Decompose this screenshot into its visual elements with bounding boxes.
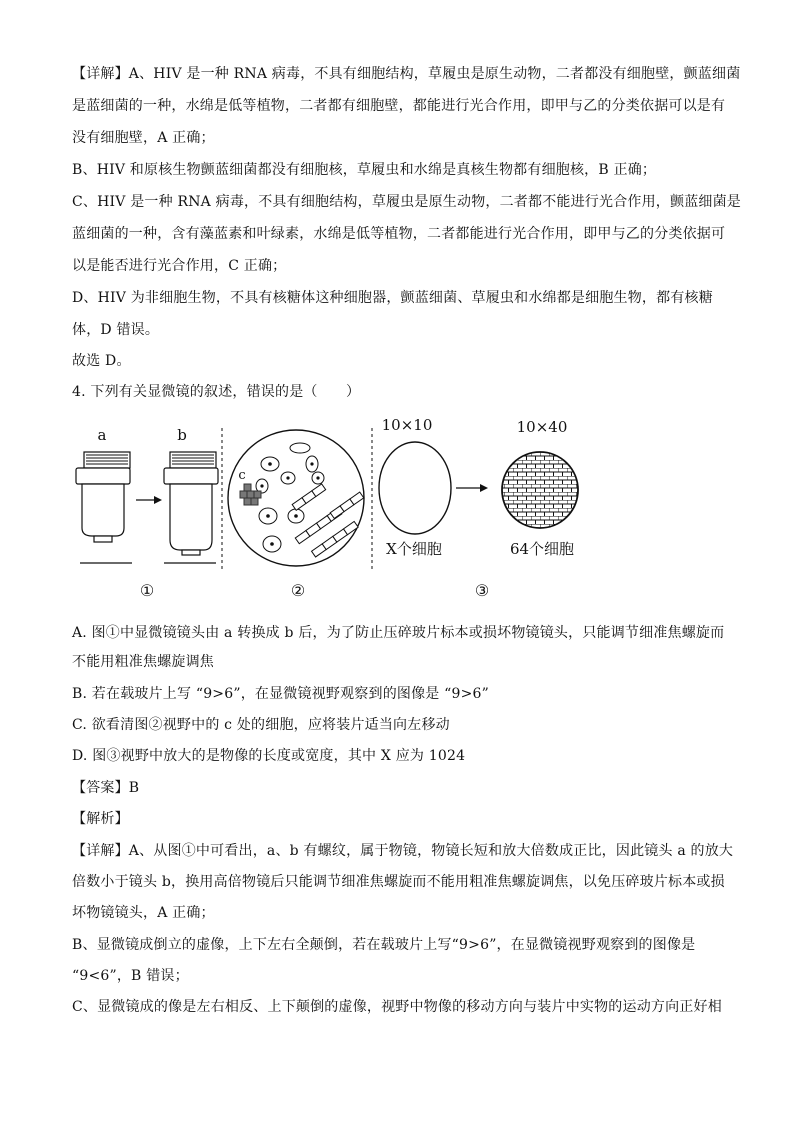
detail-line-9: 体，D 错误。 xyxy=(72,322,160,338)
low-power-field xyxy=(379,442,451,534)
detail-line-2: 是蓝细菌的一种，水绵是低等植物，二者都有细胞壁，都能进行光合作用，即甲与乙的分类依据可以是有 xyxy=(72,98,726,114)
cell-count-high: 64个细胞 xyxy=(509,540,575,558)
magnification-high: 10×40 xyxy=(516,418,568,436)
option-b: B. 若在载玻片上写 “9>6”，在显微镜视野观察到的图像是 “9>6” xyxy=(72,686,490,702)
panel-number-2: ② xyxy=(290,581,306,600)
analysis-line-5: “9<6”，B 错误； xyxy=(72,968,189,984)
analysis-line-4: B、显微镜成倒立的虚像，上下左右全颠倒，若在载玻片上写“9>6”，在显微镜视野观察到的图像是 xyxy=(72,937,696,953)
analysis-line-3: 坏物镜镜头，A 正确； xyxy=(72,905,215,921)
cell-count-low: X个细胞 xyxy=(386,540,442,558)
objective-lens-a xyxy=(76,452,130,542)
panel-number-1: ① xyxy=(139,581,155,600)
arrow-a-to-b xyxy=(136,496,162,504)
detail-line-4: B、HIV 和原核生物颤蓝细菌都没有细胞核，草履虫和水绵是真核生物都有细胞核，B 正确； xyxy=(72,162,657,178)
option-c: C. 欲看清图②视野中的 c 处的细胞，应将装片适当向左移动 xyxy=(72,717,450,733)
high-power-field xyxy=(502,452,578,528)
detail-line-1: 【详解】A、HIV 是一种 RNA 病毒，不具有细胞结构，草履虫是原生动物，二者都没有细胞壁，颤蓝细菌 xyxy=(72,66,741,82)
analysis-line-2: 倍数小于镜头 b，换用高倍物镜后只能调节细准焦螺旋而不能用粗准焦螺旋调焦，以免压碎玻片标本或损 xyxy=(72,874,725,890)
panel-number-3: ③ xyxy=(474,581,490,600)
detail-line-8: D、HIV 为非细胞生物，不具有核糖体这种细胞器，颤蓝细菌、草履虫和水绵都是细胞生物，都有核糖 xyxy=(72,290,713,306)
option-a-line-1: A. 图①中显微镜镜头由 a 转换成 b 后，为了防止压碎玻片标本或损坏物镜镜头，只能调节细准焦螺旋而 xyxy=(72,625,725,641)
magnification-low: 10×10 xyxy=(381,416,433,434)
label-a: a xyxy=(97,426,107,444)
detail-conclusion: 故选 D。 xyxy=(72,353,131,369)
detail-line-3: 没有细胞壁，A 正确； xyxy=(72,130,215,146)
objective-lens-b xyxy=(164,452,218,555)
detail-line-6: 蓝细菌的一种，含有藻蓝素和叶绿素，水绵是低等植物，二者都能进行光合作用，即甲与乙的分类依据可 xyxy=(72,226,726,242)
label-b: b xyxy=(177,426,187,444)
detail-line-7: 以是能否进行光合作用，C 正确； xyxy=(72,258,287,274)
arrow-low-to-high xyxy=(456,484,488,492)
detail-line-5: C、HIV 是一种 RNA 病毒，不具有细胞结构，草履虫是原生动物，二者都不能进行光合作用，颤蓝细菌是 xyxy=(72,194,742,210)
analysis-line-6: C、显微镜成的像是左右相反、上下颠倒的虚像，视野中物像的移动方向与装片中实物的运动方向正好相 xyxy=(72,999,722,1015)
microscope-figure xyxy=(72,412,632,607)
label-c: c xyxy=(238,468,246,483)
analysis-line-1: 【详解】A、从图①中可看出，a、b 有螺纹，属于物镜，物镜长短和放大倍数成正比，因此镜头 a 的放大 xyxy=(72,843,734,859)
answer-line: 【答案】B xyxy=(72,780,140,796)
option-d: D. 图③视野中放大的是物像的长度或宽度，其中 X 应为 1024 xyxy=(72,748,466,764)
option-a-line-2: 不能用粗准焦螺旋调焦 xyxy=(72,654,214,670)
analysis-label: 【解析】 xyxy=(72,811,129,827)
question-stem: 4. 下列有关显微镜的叙述，错误的是（ ） xyxy=(72,384,361,400)
